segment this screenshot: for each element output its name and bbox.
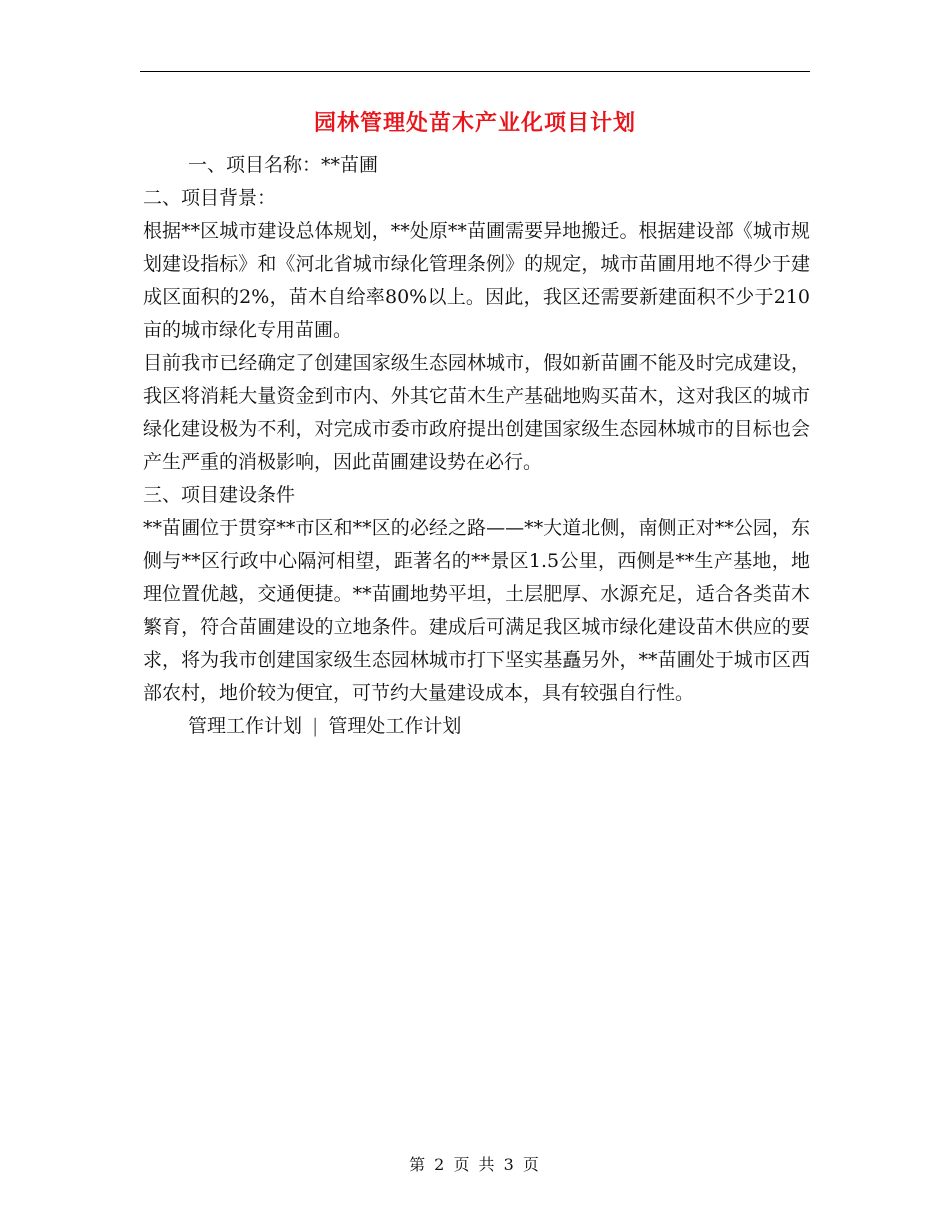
document-body	[143, 149, 810, 743]
page-number: 第 2 页 共 3 页	[409, 1155, 541, 1174]
link-separator: |	[312, 715, 319, 737]
link-management-office-work-plan[interactable]: 管理处工作计划	[328, 715, 462, 737]
conditions-paragraph: **苗圃位于贯穿**市区和**区的必经之路——**大道北侧，南侧正对**公园，东侧与**区行政中心隔河相望，距著名的**景区1.5公里，西侧是**生产基地，地理位置优越，交通便捷。**苗圃地势平坦，土层肥厚、水源充足，适合各类苗木繁育，符合苗圃建设的立地条件。建成后可满足我区城市绿化建设苗木供应的要求，将为我市创建国家级生态园林城市打下坚实基矗另外，**苗圃处于城市区西部农村，地价较为便宜，可节约大量建设成本，具有较强自行性。	[143, 517, 810, 704]
link-management-work-plan[interactable]: 管理工作计划	[188, 715, 303, 737]
background-paragraph-1: 根据**区城市建设总体规划，**处原**苗圃需要异地搬迁。根据建设部《城市规划建设指标》和《河北省城市绿化管理条例》的规定，城市苗圃用地不得少于建成区面积的2%，苗木自给率80%以上。因此，我区还需要新建面积不少于210亩的城市绿化专用苗圃。	[143, 220, 810, 341]
document-title: 园林管理处苗木产业化项目计划	[313, 111, 636, 136]
background-paragraph-2: 目前我市已经确定了创建国家级生态园林城市，假如新苗圃不能及时完成建设，我区将消耗大量资金到市内、外其它苗木生产基础地购买苗木，这对我区的城市绿化建设极为不利，对完成市委市政府提出创建国家级生态园林城市的目标也会产生严重的消极影响，因此苗圃建设势在必行。	[143, 352, 810, 473]
header-rule	[140, 71, 810, 72]
related-links	[143, 710, 810, 743]
section-heading-conditions: 三、项目建设条件	[143, 484, 296, 506]
section-heading-project-name: 一、项目名称：**苗圃	[188, 154, 379, 176]
section-heading-background: 二、项目背景：	[143, 187, 277, 209]
